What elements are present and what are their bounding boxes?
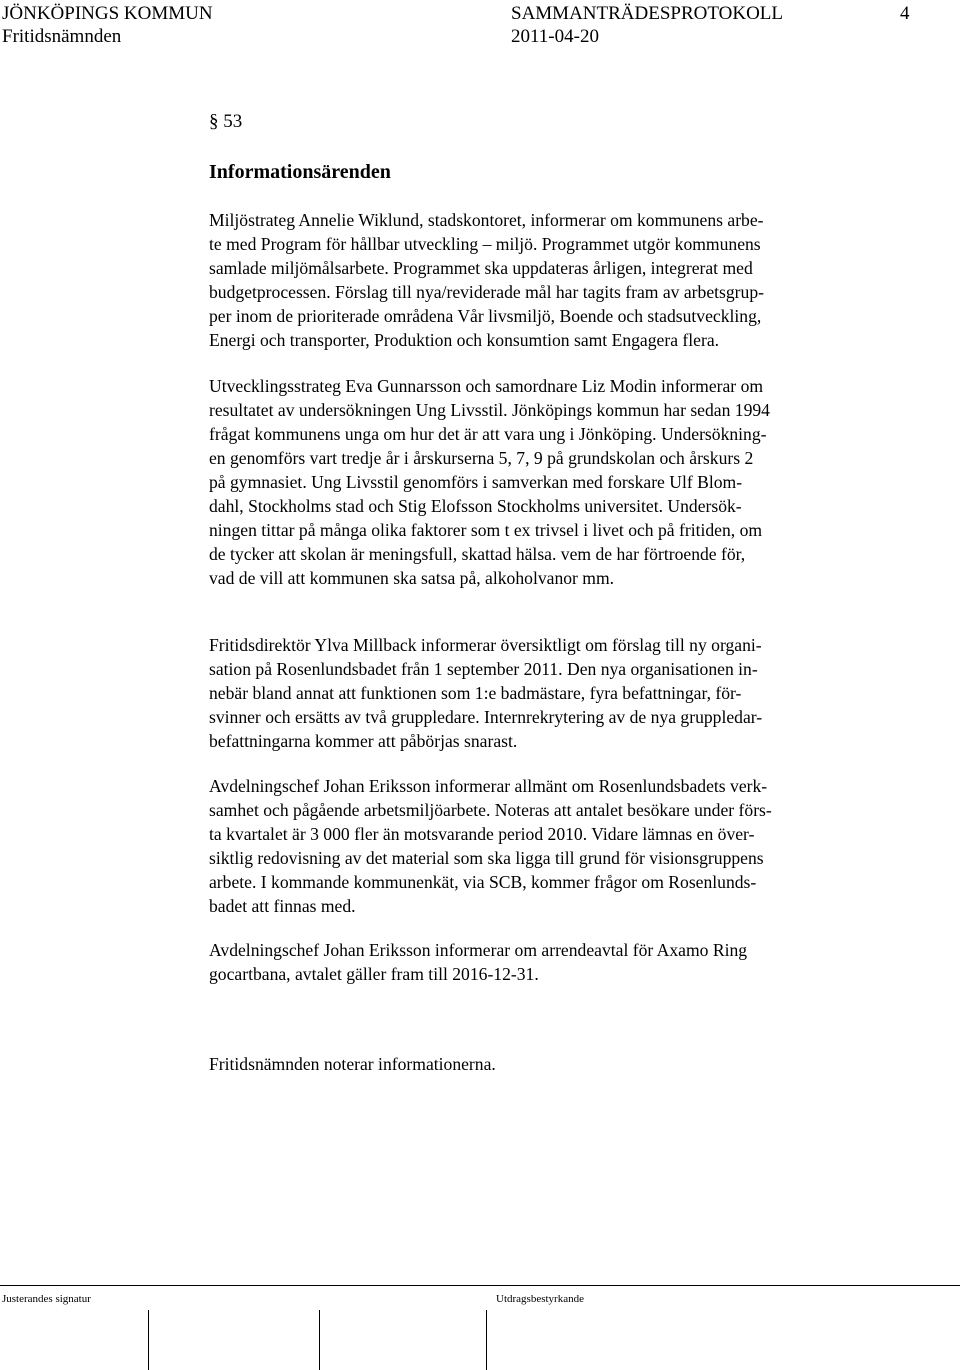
footer-rule — [0, 1285, 960, 1286]
paragraph-line: badet att finnas med. — [209, 896, 356, 916]
paragraph-line: Fritidsdirektör Ylva Millback informerar översiktligt om förslag till ny organi- — [209, 635, 762, 655]
footer-signature-label: Justerandes signatur — [2, 1293, 91, 1305]
header-doc-type: SAMMANTRÄDESPROTOKOLL — [511, 3, 784, 24]
paragraph-6 — [209, 1052, 875, 1076]
paragraph-4 — [209, 774, 875, 918]
paragraph-line: Miljöstrateg Annelie Wiklund, stadskontoret, informerar om kommunens arbe- — [209, 210, 764, 230]
signature-divider — [319, 1310, 320, 1370]
paragraph-line: en genomförs vart tredje år i årskurserna 5, 7, 9 på grundskolan och årskurs 2 — [209, 448, 754, 468]
paragraph-line: siktlig redovisning av det material som ska ligga till grund för visionsgruppens — [209, 848, 764, 868]
paragraph-line: de tycker att skolan är meningsfull, skattad hälsa. vem de har förtroende för, — [209, 544, 746, 564]
paragraph-line: gocartbana, avtalet gäller fram till 2016-12-31. — [209, 964, 539, 984]
paragraph-line: ningen tittar på många olika faktorer som t ex trivsel i livet och på fritiden, om — [209, 520, 763, 540]
paragraph-line: befattningarna kommer att påbörjas snarast. — [209, 731, 518, 751]
paragraph-line: nebär bland annat att funktionen som 1:e badmästare, fyra befattningar, för- — [209, 683, 742, 703]
paragraph-line: samhet och pågående arbetsmiljöarbete. Noteras att antalet besökare under förs- — [209, 800, 772, 820]
paragraph-line: budgetprocessen. Förslag till nya/reviderade mål har tagits fram av arbetsgrup- — [209, 282, 764, 302]
paragraph-line: dahl, Stockholms stad och Stig Elofsson Stockholms universitet. Undersök- — [209, 496, 742, 516]
paragraph-line: ta kvartalet är 3 000 fler än motsvarande period 2010. Vidare lämnas en över- — [209, 824, 755, 844]
paragraph-line: vad de vill att kommunen ska satsa på, alkoholvanor mm. — [209, 568, 615, 588]
paragraph-line: sation på Rosenlundsbadet från 1 september 2011. Den nya organisationen in- — [209, 659, 758, 679]
paragraph-line: Avdelningschef Johan Eriksson informerar allmänt om Rosenlundsbadets verk- — [209, 776, 768, 796]
footer-certification-label: Utdragsbestyrkande — [496, 1293, 584, 1305]
signature-divider — [486, 1310, 487, 1370]
section-title: Informationsärenden — [209, 161, 391, 183]
paragraph-line: svinner och ersätts av två gruppledare. Internrekrytering av de nya gruppledar- — [209, 707, 763, 727]
paragraph-line: Utvecklingsstrateg Eva Gunnarsson och samordnare Liz Modin informerar om — [209, 376, 764, 396]
section-number: § 53 — [209, 111, 243, 132]
paragraph-line: resultatet av undersökningen Ung Livsstil. Jönköpings kommun har sedan 1994 — [209, 400, 770, 420]
paragraph-line: samlade miljömålsarbete. Programmet ska uppdateras årligen, integrerat med — [209, 258, 753, 278]
paragraph-line: Avdelningschef Johan Eriksson informerar om arrendeavtal för Axamo Ring — [209, 940, 748, 960]
header-org: JÖNKÖPINGS KOMMUN — [2, 3, 213, 24]
paragraph-line: te med Program för hållbar utveckling – miljö. Programmet utgör kommunens — [209, 234, 761, 254]
header-committee: Fritidsnämnden — [2, 26, 122, 47]
header-page-number: 4 — [900, 3, 910, 24]
paragraph-1 — [209, 208, 875, 352]
paragraph-2 — [209, 374, 875, 590]
paragraph-line: på gymnasiet. Ung Livsstil genomförs i samverkan med forskare Ulf Blom- — [209, 472, 743, 492]
paragraph-line: Energi och transporter, Produktion och konsumtion samt Engagera flera. — [209, 330, 720, 350]
paragraph-5 — [209, 938, 875, 986]
paragraph-line: frågat kommunens unga om hur det är att vara ung i Jönköping. Undersökning- — [209, 424, 767, 444]
header-date: 2011-04-20 — [511, 26, 599, 47]
paragraph-line: arbete. I kommande kommunenkät, via SCB, kommer frågor om Rosenlunds- — [209, 872, 757, 892]
paragraph-line: per inom de prioriterade områdena Vår livsmiljö, Boende och stadsutveckling, — [209, 306, 762, 326]
paragraph-3 — [209, 633, 875, 753]
paragraph-line: Fritidsnämnden noterar informationerna. — [209, 1054, 496, 1074]
signature-divider — [148, 1310, 149, 1370]
